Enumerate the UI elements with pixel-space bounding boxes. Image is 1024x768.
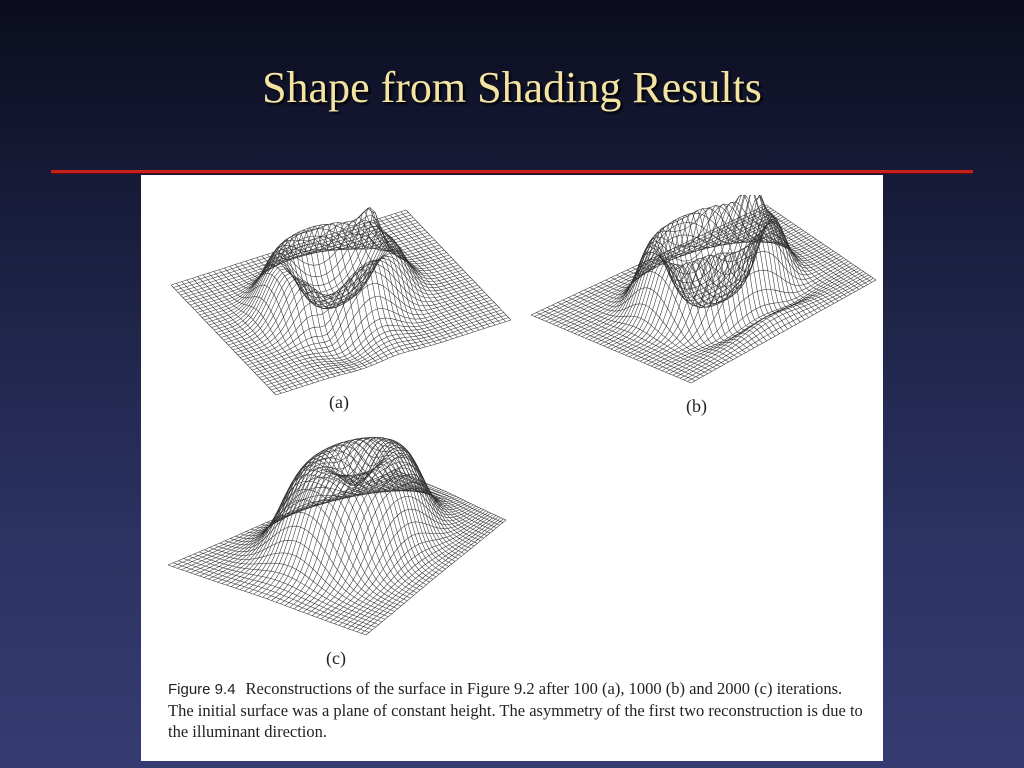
surface-plot-b	[531, 195, 876, 395]
surface-plot-c	[166, 425, 511, 640]
panel-label-c: (c)	[326, 648, 346, 668]
panel-label-b: (b)	[686, 396, 707, 416]
figure-number: Figure 9.4	[168, 681, 236, 698]
title-divider	[51, 170, 973, 173]
caption-text: Reconstructions of the surface in Figure 9.2 after 100 (a), 1000 (b) and 2000 (c) iterations. The initial surface was a plane of constant height. The asymmetry of the first two reconstruction is due to the illuminant direction.	[168, 679, 863, 741]
figure-image	[141, 175, 883, 761]
figure-caption	[168, 678, 868, 742]
surface-plot-a	[166, 190, 511, 400]
slide-title: Shape from Shading Results	[262, 63, 762, 112]
panel-label-a: (a)	[329, 392, 349, 412]
